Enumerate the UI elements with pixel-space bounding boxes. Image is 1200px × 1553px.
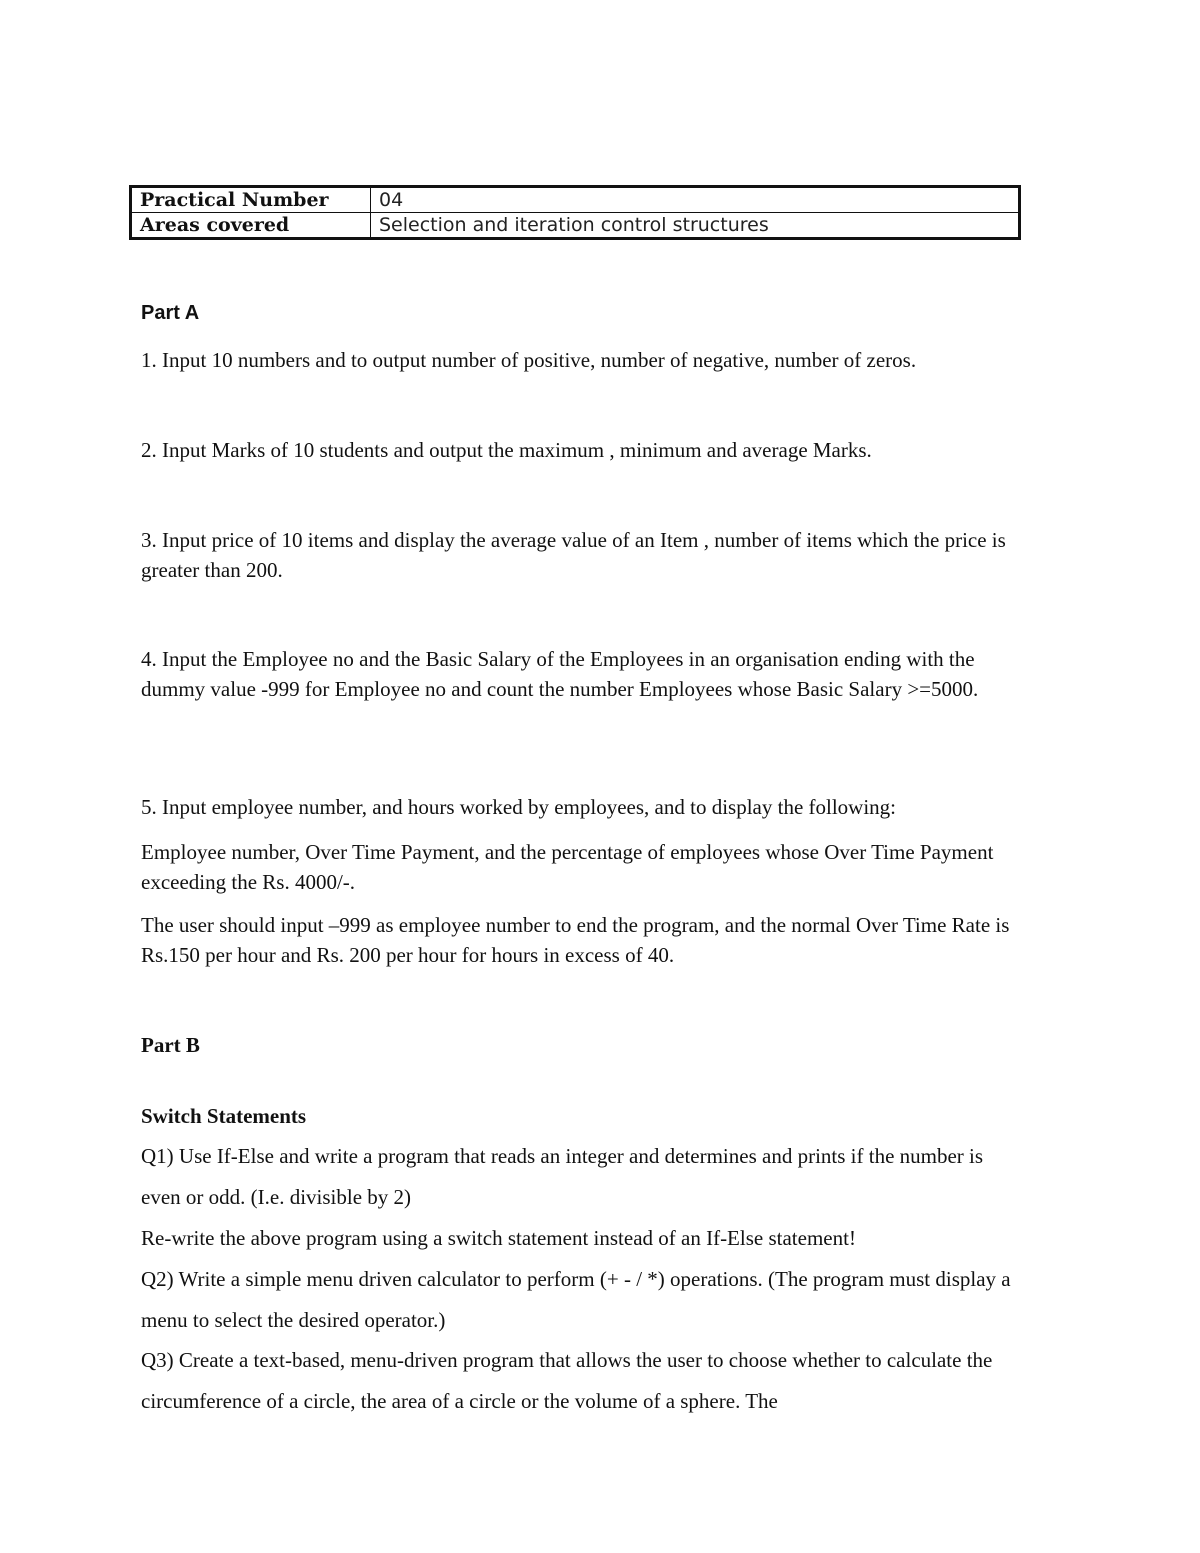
part-a-question-5-note: The user should input –999 as employee number to end the program, and the normal Over Time Rate is Rs.150 per hour and Rs. 200 per hour for hours in excess of 40.: [141, 913, 1010, 967]
switch-statements-heading: Switch Statements: [141, 1104, 307, 1128]
part-a-question-5-intro: 5. Input employee number, and hours worked by employees, and to display the following:: [141, 795, 897, 819]
part-b-heading: Part B: [141, 1033, 200, 1057]
part-a-question-5-detail: Employee number, Over Time Payment, and the percentage of employees whose Over Time Payment exceeding the Rs. 4000/-.: [141, 840, 994, 894]
part-b-question-1: Q1) Use If-Else and write a program that reads an integer and determines and prints if the number is even or odd. (I.e. divisible by 2): [141, 1144, 984, 1209]
part-a-heading: Part A: [141, 302, 200, 324]
part-b-question-1-rewrite: Re-write the above program using a switch statement instead of an If-Else statement!: [141, 1226, 856, 1250]
practical-number-label: Practical Number: [131, 187, 371, 213]
part-b-question-2: Q2) Write a simple menu driven calculator to perform (+ - / *) operations. (The program must display a menu to select the desired operator.): [141, 1267, 1011, 1332]
part-b-question-3: Q3) Create a text-based, menu-driven program that allows the user to choose whether to calculate the circumference of a circle, the area of a circle or the volume of a sphere. The: [141, 1348, 993, 1413]
table-row: [131, 187, 1020, 213]
part-a-question-3: 3. Input price of 10 items and display the average value of an Item , number of items which the price is greater than 200.: [141, 528, 1006, 582]
areas-covered-label: Areas covered: [131, 213, 371, 239]
practical-number-value: 04: [371, 187, 1020, 213]
part-a-question-2: 2. Input Marks of 10 students and output the maximum , minimum and average Marks.: [141, 438, 872, 462]
areas-covered-value: Selection and iteration control structures: [371, 213, 1020, 239]
part-a-question-1: 1. Input 10 numbers and to output number of positive, number of negative, number of zeros.: [141, 348, 917, 372]
part-a-question-4: 4. Input the Employee no and the Basic Salary of the Employees in an organisation ending with the dummy value -999 for Employee no and count the number Employees whose Basic Salary >=5000.: [141, 647, 979, 701]
table-row: [131, 213, 1020, 239]
practical-info-table: [129, 185, 1021, 240]
